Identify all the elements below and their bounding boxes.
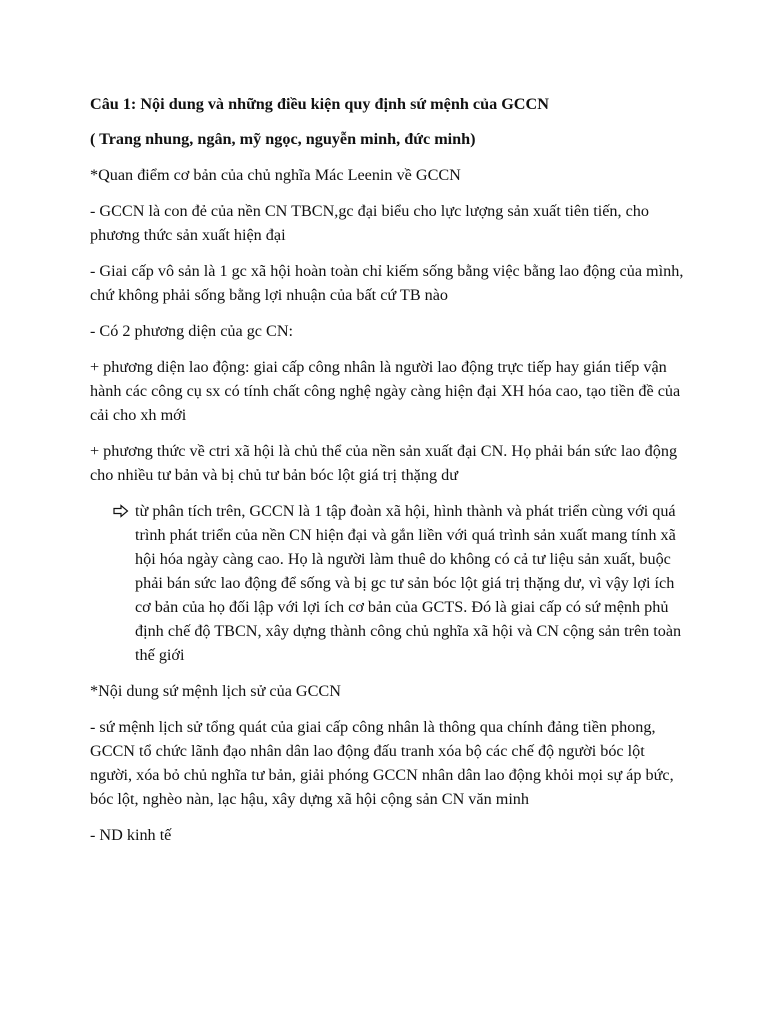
paragraph-proletariat: - Giai cấp vô sản là 1 gc xã hội hoàn toàn chỉ kiếm sống bằng việc bằng lao động của mình, chứ không phải sống bằng lợi nhuận của bất cứ TB nào — [90, 262, 684, 304]
paragraph-economic-content: - ND kinh tế — [90, 826, 172, 844]
bullet-conclusion — [90, 499, 685, 667]
bullet-text: từ phân tích trên, GCCN là 1 tập đoàn xã hội, hình thành và phát triển cùng với quá trình phát triển của nền CN hiện đại và gắn liền với quá trình sản xuất mang tính xã hội hóa ngày càng cao. Họ là người làm thuê do không có cả tư liệu sản xuất, buộc phải bán sức lao động để sống và bị gc tư sản bóc lột giá trị thặng dư, vì vậy lợi ích cơ bản của họ đối lập với lợi ích cơ bản của GCTS. Đó là giai cấp có sứ mệnh phủ định chế độ TBCN, xây dựng thành công chủ nghĩa xã hội và CN cộng sản trên toàn thế giới — [135, 502, 682, 664]
authors-line: ( Trang nhung, ngân, mỹ ngọc, nguyễn minh, đức minh) — [90, 130, 476, 148]
document-page — [90, 92, 690, 859]
section-heading-basic-view: *Quan điểm cơ bản của chủ nghĩa Mác Leenin về GCCN — [90, 166, 461, 184]
outline-right-arrow-icon — [113, 504, 129, 518]
paragraph-labor-aspect: + phương diện lao động: giai cấp công nhân là người lao động trực tiếp hay gián tiếp vận hành các công cụ sx có tính chất công nghệ ngày càng hiện đại XH hóa cao, tạo tiền đề của cải cho xh mới — [90, 358, 681, 424]
paragraph-general-mission: - sứ mệnh lịch sử tổng quát của giai cấp công nhân là thông qua chính đảng tiền phong, GCCN tổ chức lãnh đạo nhân dân lao động đấu tranh xóa bộ các chế độ người bóc lột người, xóa bỏ chủ nghĩa tư bản, giải phóng GCCN nhân dân lao động khỏi mọi sự áp bức, bóc lột, nghèo nàn, lạc hậu, xây dựng xã hội cộng sản CN văn minh — [90, 718, 674, 808]
section-heading-mission: *Nội dung sứ mệnh lịch sử của GCCN — [90, 682, 341, 700]
document-title: Câu 1: Nội dung và những điều kiện quy định sứ mệnh của GCCN — [90, 95, 549, 113]
paragraph-two-aspects: - Có 2 phương diện của gc CN: — [90, 322, 294, 340]
paragraph-political-aspect: + phương thức về ctri xã hội là chủ thể của nền sản xuất đại CN. Họ phải bán sức lao động cho nhiều tư bản và bị chủ tư bản bóc lột giá trị thặng dư — [90, 442, 678, 484]
paragraph-gccn-origin: - GCCN là con đẻ của nền CN TBCN,gc đại biểu cho lực lượng sản xuất tiên tiến, cho phương thức sản xuất hiện đại — [90, 202, 649, 244]
